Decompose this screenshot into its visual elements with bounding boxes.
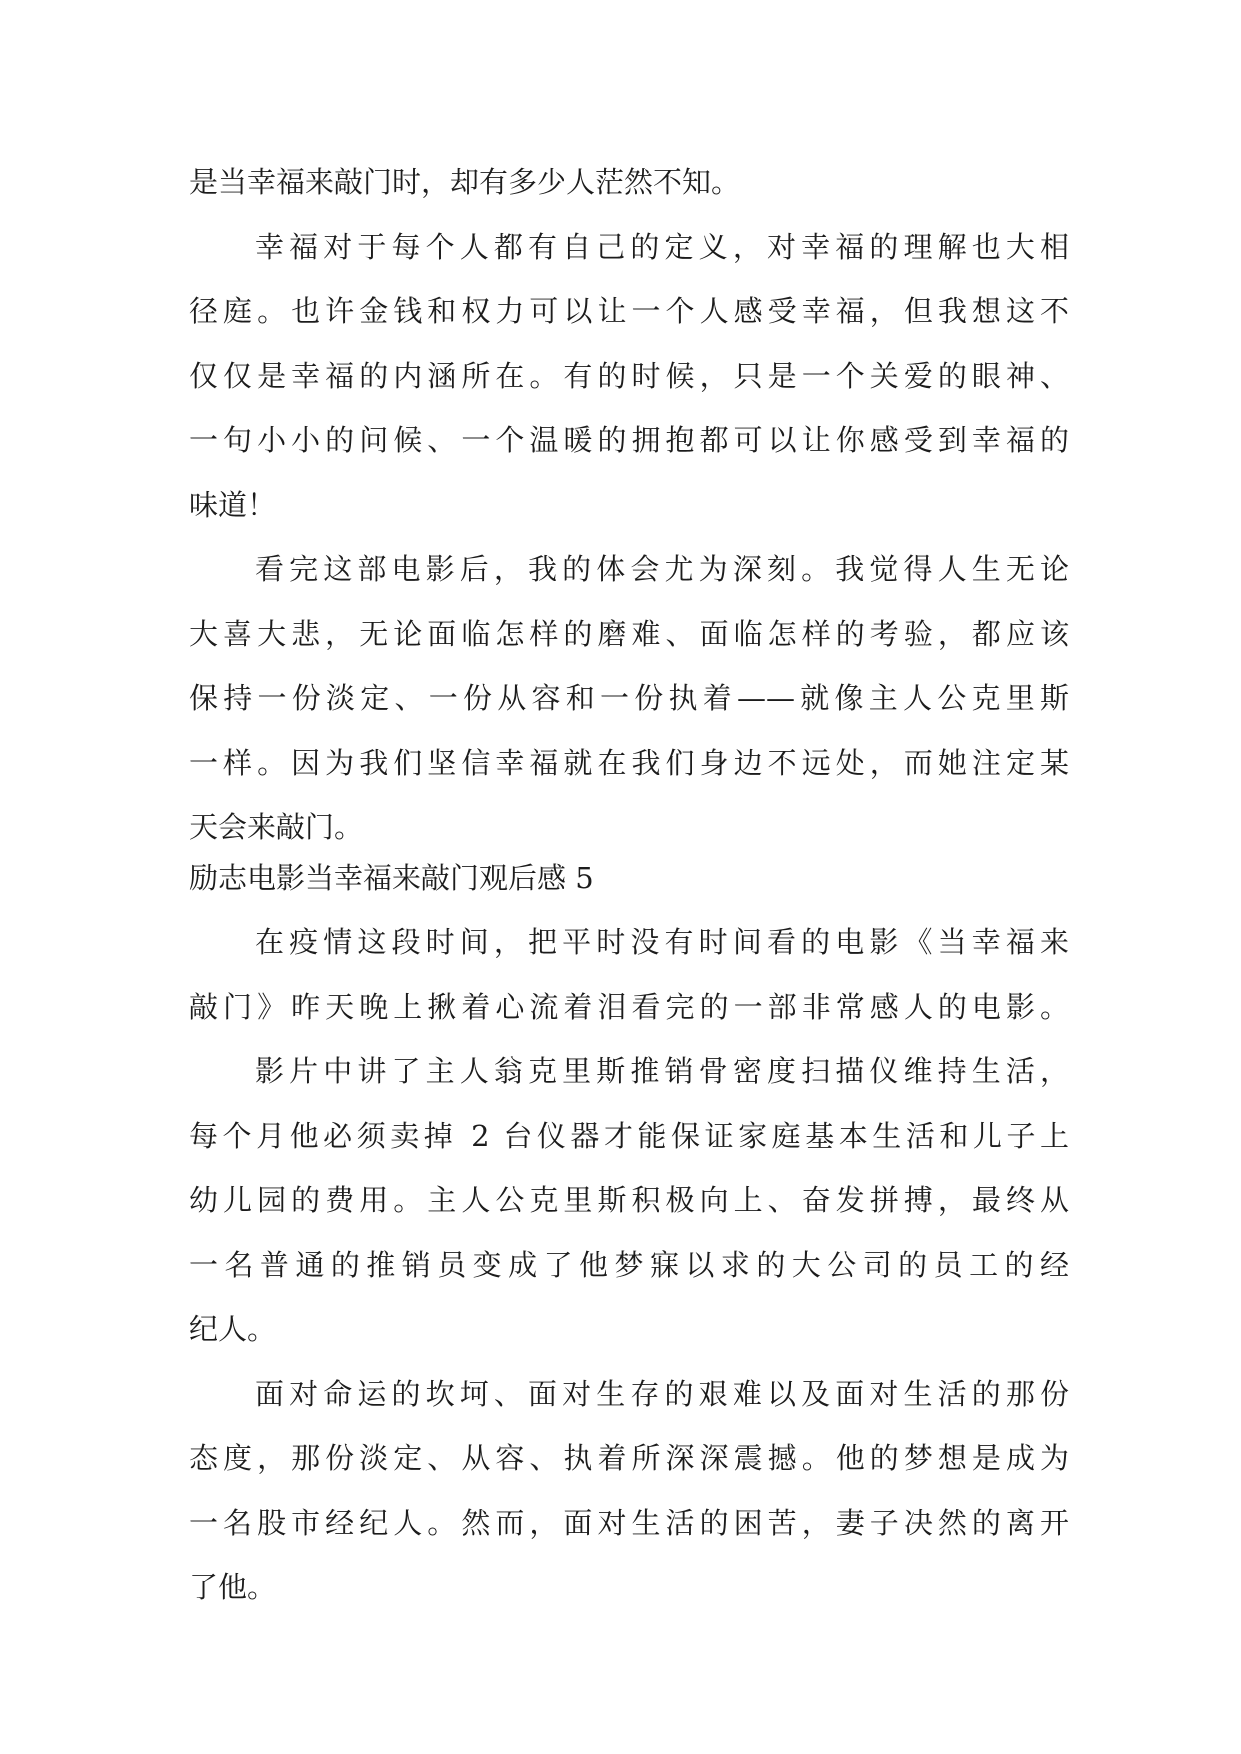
text-line: 在疫情这段时间，把平时没有时间看的电影《当幸福来 <box>255 925 1069 959</box>
text-line: 幼儿园的费用。主人公克里斯积极向上、奋发拼搏，最终从 <box>189 1183 1069 1217</box>
text-line: 一名股市经纪人。然而，面对生活的困苦，妻子决然的离开 <box>189 1505 1069 1540</box>
body-text-top <box>189 150 1069 860</box>
text-line: 纪人。 <box>189 1312 277 1346</box>
text-line: 保持一份淡定、一份从容和一份执着——就像主人公克里斯 <box>189 681 1069 715</box>
text-line: 味道！ <box>189 487 277 522</box>
text-line: 径庭。也许金钱和权力可以让一个人感受幸福，但我想这不 <box>189 294 1069 328</box>
text-line: 幸福对于每个人都有自己的定义，对幸福的理解也大相 <box>255 229 1069 264</box>
text-line: 看完这部电影后，我的体会尤为深刻。我觉得人生无论 <box>255 552 1069 586</box>
text-line: 一样。因为我们坚信幸福就在我们身边不远处，而她注定某 <box>189 745 1069 780</box>
text-line: 了他。 <box>189 1570 277 1604</box>
text-line: 每个月他必须卖掉 2 台仪器才能保证家庭基本生活和儿子上 <box>189 1118 1069 1153</box>
text-line: 天会来敲门。 <box>189 810 364 844</box>
text-line: 一句小小的问候、一个温暖的拥抱都可以让你感受到幸福的 <box>189 423 1069 457</box>
body-text-bottom <box>189 910 1069 1620</box>
text-line: 是当幸福来敲门时，却有多少人茫然不知。 <box>189 165 741 199</box>
text-line: 仅仅是幸福的内涵所在。有的时候，只是一个关爱的眼神、 <box>189 358 1069 393</box>
text-line: 敲门》昨天晚上揪着心流着泪看完的一部非常感人的电影。 <box>189 989 1069 1024</box>
text-line: 影片中讲了主人翁克里斯推销骨密度扫描仪维持生活， <box>255 1054 1069 1088</box>
text-line: 面对命运的坎坷、面对生存的艰难以及面对生活的那份 <box>255 1376 1069 1411</box>
text-line: 一名普通的推销员变成了他梦寐以求的大公司的员工的经 <box>189 1247 1069 1282</box>
text-line: 态度，那份淡定、从容、执着所深深震撼。他的梦想是成为 <box>189 1441 1069 1475</box>
text-line: 大喜大悲，无论面临怎样的磨难、面临怎样的考验，都应该 <box>189 616 1069 651</box>
section-heading: 励志电影当幸福来敲门观后感 5 <box>189 861 594 895</box>
